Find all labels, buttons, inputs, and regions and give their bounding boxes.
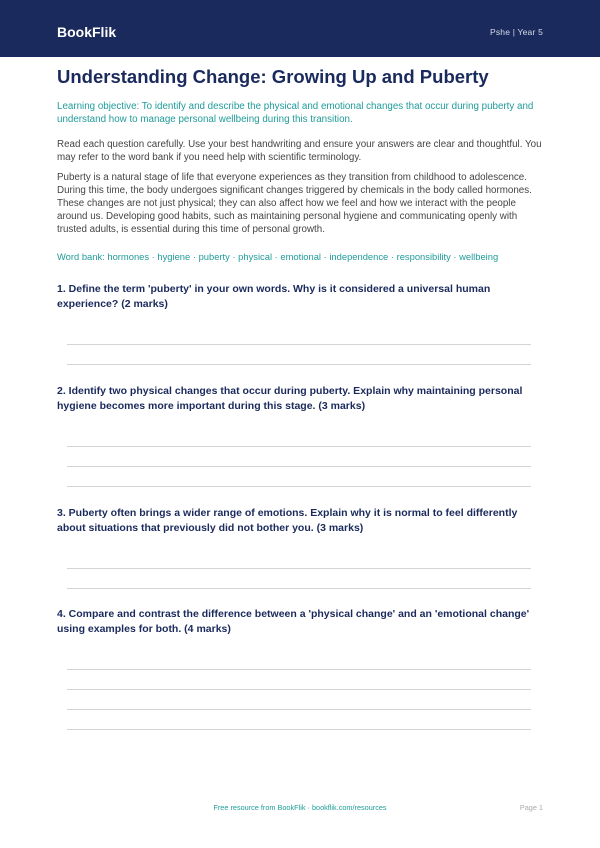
answer-line[interactable] — [67, 729, 531, 730]
question-3: 3. Puberty often brings a wider range of emotions. Explain why it is normal to feel differently about situations that previously did not bother you. (3 marks) — [57, 507, 518, 534]
answer-line[interactable] — [67, 486, 531, 487]
page-header — [0, 0, 600, 57]
answer-line[interactable] — [67, 588, 531, 589]
answer-line[interactable] — [67, 466, 531, 467]
answer-line[interactable] — [67, 709, 531, 710]
word-bank: Word bank: hormones · hygiene · puberty · physical · emotional · independence · responsibility · wellbeing — [57, 251, 499, 262]
answer-line[interactable] — [67, 344, 531, 345]
answer-line[interactable] — [67, 669, 531, 670]
learning-objective: Learning objective: To identify and describe the physical and emotional changes that occur during puberty and understand how to manage personal wellbeing during this transition. — [57, 101, 534, 125]
question-1: 1. Define the term 'puberty' in your own words. Why is it considered a universal human experience? (2 marks) — [57, 283, 491, 310]
question-2: 2. Identify two physical changes that occur during puberty. Explain why maintaining personal hygiene becomes more important during this stage. (3 marks) — [57, 385, 523, 412]
answer-line[interactable] — [67, 364, 531, 365]
worksheet-title: Understanding Change: Growing Up and Puberty — [57, 66, 489, 87]
intro-paragraph: Puberty is a natural stage of life that everyone experiences as they transition from childhood to adolescence. During this time, the body undergoes significant changes triggered by chemicals in the body called hormones. These changes are not just physical; they can also affect how we feel and how we interact with the people around us. Developing good habits, such as maintaining personal hygiene and communicating openly with trusted adults, is essential during this time of personal growth. — [57, 172, 532, 235]
instructions-paragraph: Read each question carefully. Use your best handwriting and ensure your answers are clear and thoughtful. You may refer to the word bank if you need help with scientific terminology. — [57, 139, 542, 163]
answer-line[interactable] — [67, 568, 531, 569]
answer-line[interactable] — [67, 446, 531, 447]
footer-resource-link[interactable]: Free resource from BookFlik · bookflik.com/resources — [213, 803, 387, 812]
question-4: 4. Compare and contrast the difference between a 'physical change' and an 'emotional change' using examples for both. (4 marks) — [57, 608, 530, 635]
answer-line[interactable] — [67, 689, 531, 690]
subject-year-label: Pshe | Year 5 — [489, 27, 543, 37]
brand-logo: BookFlik — [57, 24, 117, 40]
page-number: Page 1 — [519, 803, 543, 812]
